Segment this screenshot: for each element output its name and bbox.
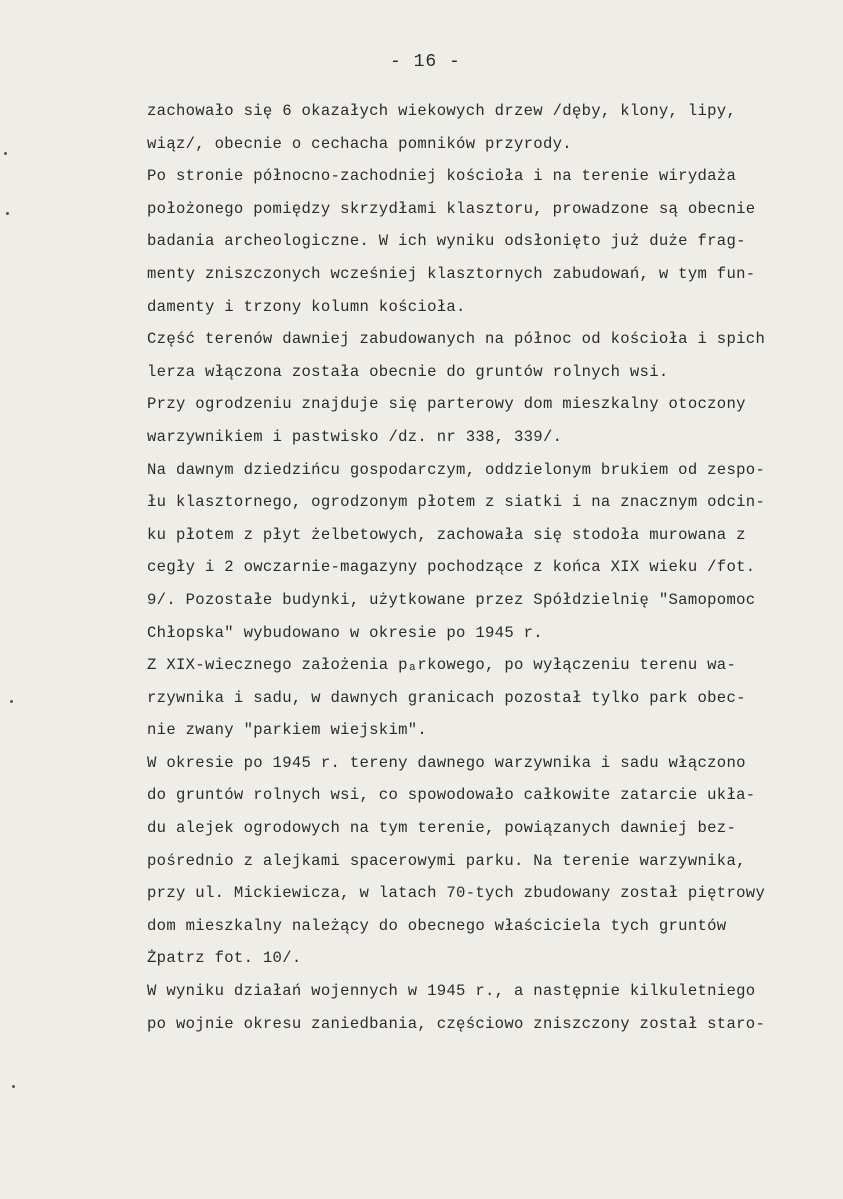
text-line: 9/. Pozostałe budynki, użytkowane przez Spółdzielnię "Samopomoc xyxy=(147,590,756,609)
text-line: dom mieszkalny należący do obecnego właściciela tych gruntów xyxy=(147,916,727,935)
text-line: pośrednio z alejkami spacerowymi parku. Na terenie warzywnika, xyxy=(147,851,746,870)
text-line: Chłopska" wybudowano w okresie po 1945 r. xyxy=(147,623,543,642)
text-line: łu klasztornego, ogrodzonym płotem z siatki i na znacznym odcin- xyxy=(147,493,766,512)
body-text xyxy=(147,95,827,1040)
text-line: W okresie po 1945 r. tereny dawnego warzywnika i sadu włączono xyxy=(147,753,746,772)
text-line: lerza włączona została obecnie do gruntów rolnych wsi. xyxy=(147,362,669,381)
text-line: wiąz/, obecnie o cechacha pomników przyrody. xyxy=(147,134,572,153)
margin-mark xyxy=(4,152,7,155)
text-line: rzywnika i sadu, w dawnych granicach pozostał tylko park obec- xyxy=(147,688,746,707)
page-number: - 16 - xyxy=(390,52,461,72)
text-line: przy ul. Mickiewicza, w latach 70-tych zbudowany został piętrowy xyxy=(147,884,766,903)
text-line: Przy ogrodzeniu znajduje się parterowy dom mieszkalny otoczony xyxy=(147,395,746,414)
text-line: warzywnikiem i pastwisko /dz. nr 338, 339/. xyxy=(147,427,563,446)
text-line: położonego pomiędzy skrzydłami klasztoru, prowadzone są obecnie xyxy=(147,199,756,218)
text-line: ku płotem z płyt żelbetowych, zachowała się stodoła murowana z xyxy=(147,525,746,544)
text-line: badania archeologiczne. W ich wyniku odsłonięto już duże frag- xyxy=(147,232,746,251)
text-line: cegły i 2 owczarnie-magazyny pochodzące z końca XIX wieku /fot. xyxy=(147,558,756,577)
text-line: Żpatrz fot. 10/. xyxy=(147,949,302,968)
margin-mark xyxy=(6,212,9,215)
text-line: du alejek ogrodowych na tym terenie, powiązanych dawniej bez- xyxy=(147,819,737,838)
text-line: zachowało się 6 okazałych wiekowych drzew /dęby, klony, lipy, xyxy=(147,102,737,120)
text-line: menty zniszczonych wcześniej klasztornych zabudowań, w tym fun- xyxy=(147,264,756,283)
text-line: Na dawnym dziedzińcu gospodarczym, oddzielonym brukiem od zespo- xyxy=(147,460,766,479)
text-line: po wojnie okresu zaniedbania, częściowo zniszczony został staro- xyxy=(147,1014,766,1033)
margin-mark xyxy=(12,1085,15,1088)
text-line: Część terenów dawniej zabudowanych na północ od kościoła i spich xyxy=(147,330,766,349)
text-line: W wyniku działań wojennych w 1945 r., a następnie kilkuletniego xyxy=(147,982,756,1001)
margin-mark xyxy=(10,700,13,703)
text-line: Z XIX-wiecznego założenia pₐrkowego, po wyłączeniu terenu wa- xyxy=(147,656,737,675)
text-line: do gruntów rolnych wsi, co spowodowało całkowite zatarcie ukła- xyxy=(147,786,756,805)
text-line: Po stronie północno-zachodniej kościoła i na terenie wirydaża xyxy=(147,167,737,186)
text-line: nie zwany "parkiem wiejskim". xyxy=(147,721,428,740)
text-line: damenty i trzony kolumn kościoła. xyxy=(147,297,466,316)
